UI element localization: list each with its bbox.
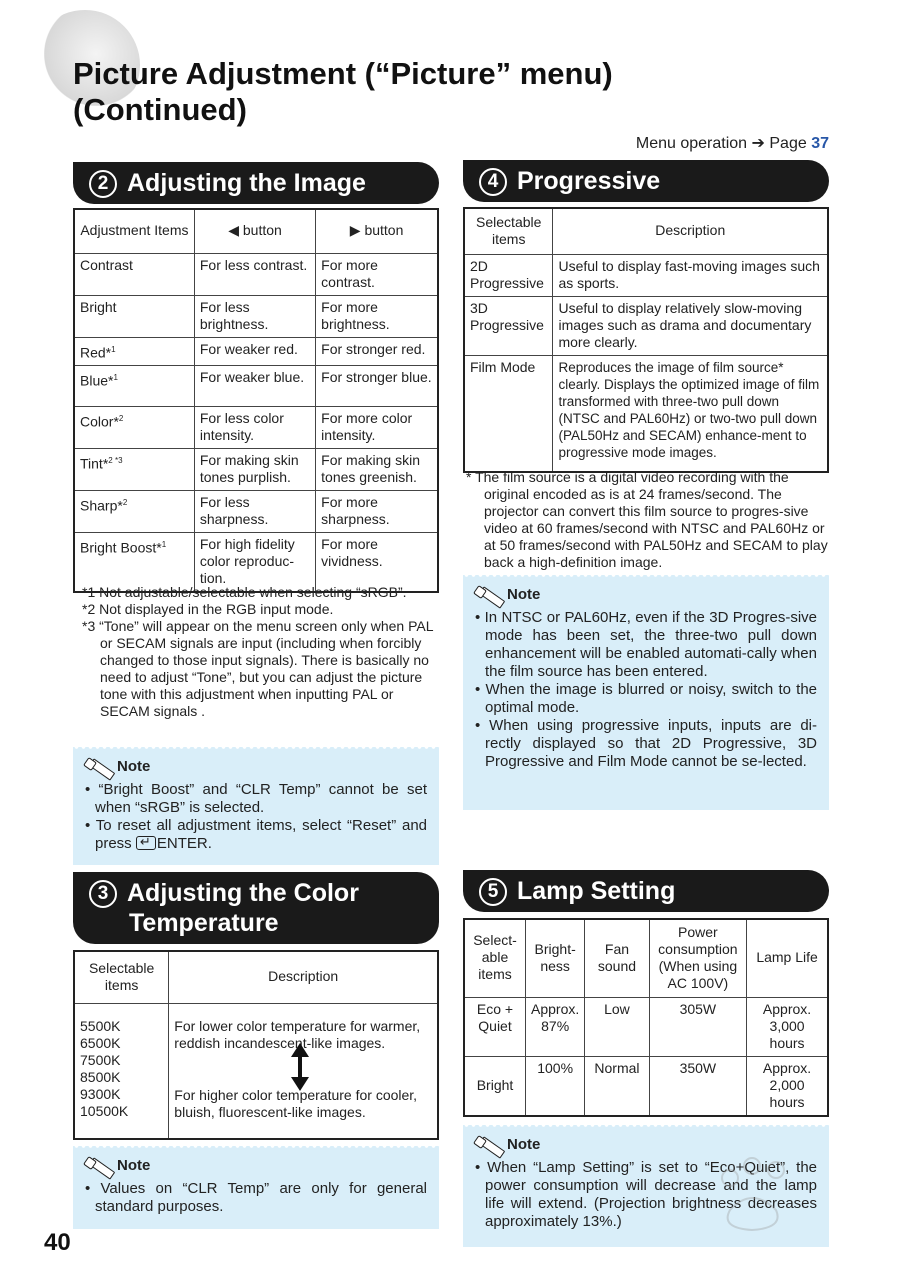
section-5-title: Lamp Setting xyxy=(517,877,676,905)
note-heading: Note xyxy=(117,1157,151,1174)
color-temp-item: 5500K xyxy=(80,1017,121,1034)
note-heading: Note xyxy=(117,758,151,775)
row-left: For less brightness. xyxy=(194,295,315,337)
pencil-icon xyxy=(475,1135,505,1155)
row-item: 2D Progressive xyxy=(464,254,553,296)
row-item: Sharp* xyxy=(80,497,123,514)
row-fan: Low xyxy=(585,997,649,1056)
row-brightness: Approx. 87% xyxy=(526,997,585,1056)
note-item-text: To reset all adjustment items, select “Reset” and press xyxy=(95,817,427,852)
col-header-description: Description xyxy=(169,951,438,1003)
table-row xyxy=(74,491,438,533)
image-adjustment-table xyxy=(73,208,439,593)
row-power: 305W xyxy=(649,997,746,1056)
section-2-title: Adjusting the Image xyxy=(127,169,366,197)
row-item: Bright Boost* xyxy=(80,539,162,556)
table-row xyxy=(464,1056,828,1116)
note-item: • When the image is blurred or noisy, switch to the optimal mode. xyxy=(475,681,817,717)
row-item: Color* xyxy=(80,413,119,430)
col-header-lamp-life: Lamp Life xyxy=(747,919,828,997)
section-3-number: 3 xyxy=(89,880,117,908)
row-item: Film Mode xyxy=(464,355,553,472)
col-header-brightness: Bright-ness xyxy=(526,919,585,997)
note-item xyxy=(85,817,427,853)
menu-operation-text: Menu operation ➔ Page xyxy=(635,135,807,152)
color-temp-item: 9300K xyxy=(80,1085,121,1102)
row-fan: Normal xyxy=(585,1056,649,1116)
note-item: • When using progressive inputs, inputs are di-rectly displayed so that 2D Progressive, 3D Progressive and Film Mode cannot be se-lected. xyxy=(475,717,817,771)
color-temp-item: 6500K xyxy=(80,1034,121,1051)
pencil-icon xyxy=(475,585,505,605)
row-right: For stronger red. xyxy=(316,337,438,366)
table-row xyxy=(74,295,438,337)
footnote-2: *2 Not displayed in the RGB input mode. xyxy=(82,601,334,617)
row-right: For more color intensity. xyxy=(316,407,438,449)
row-left: For less color intensity. xyxy=(194,407,315,449)
footnote-3: *3 “Tone” will appear on the menu screen only when PAL or SECAM signals are input (including when forcibly changed to those input signals). There is basically no need to adjust “Tone”, but you can adjust the picture tone with this adjustment when inputting PAL or SECAM signals . xyxy=(82,618,433,719)
row-item-sup: 1 xyxy=(161,540,167,550)
pencil-icon xyxy=(85,1156,115,1176)
section-4-note xyxy=(463,575,829,810)
section-3-note xyxy=(73,1146,439,1229)
pencil-icon xyxy=(85,757,115,777)
col-header-description: Description xyxy=(553,208,828,254)
row-right: For more brightness. xyxy=(316,295,438,337)
progressive-table xyxy=(463,207,829,473)
desc-lower-temp: For lower color temperature for warmer, reddish incandescent-like images. xyxy=(174,1017,421,1051)
row-item-sup: 2 *3 xyxy=(108,456,123,466)
page-title-line1: Picture Adjustment (“Picture” menu) xyxy=(73,56,613,91)
section-2-heading xyxy=(73,162,439,204)
lamp-setting-table xyxy=(463,918,829,1117)
row-right: For more contrast. xyxy=(316,253,438,295)
row-item: Bright xyxy=(464,1056,526,1116)
section-5-heading xyxy=(463,870,829,912)
row-right: For stronger blue. xyxy=(316,366,438,407)
section-4-heading xyxy=(463,160,829,202)
row-item: 3D Progressive xyxy=(464,296,553,355)
watermark-logo xyxy=(690,1148,850,1248)
col-header-items: Select-able items xyxy=(464,919,526,997)
col-header-right-button: ▶ button xyxy=(316,209,438,253)
row-item: Tint* xyxy=(80,455,109,472)
section-2-number: 2 xyxy=(89,170,117,198)
page-title-line2: (Continued) xyxy=(73,92,247,127)
table-row xyxy=(464,355,828,472)
row-power: 350W xyxy=(649,1056,746,1116)
row-item-sup: 2 xyxy=(122,498,128,508)
note-item: • Values on “CLR Temp” are only for general standard purposes. xyxy=(85,1180,427,1216)
table-row xyxy=(464,254,828,296)
page-number: 40 xyxy=(44,1229,71,1256)
note-item-enter-text: ENTER. xyxy=(156,835,212,852)
row-desc: Useful to display relatively slow-moving images such as drama and documentary more clearly. xyxy=(553,296,828,355)
row-life: Approx. 2,000 hours xyxy=(747,1056,828,1116)
color-temp-item: 10500K xyxy=(80,1102,129,1119)
row-item: Eco + Quiet xyxy=(464,997,526,1056)
row-item: Contrast xyxy=(80,256,133,273)
row-right: For making skin tones greenish. xyxy=(316,449,438,491)
col-header-items: Selectable items xyxy=(464,208,553,254)
up-down-arrow-icon xyxy=(291,1043,309,1091)
table-row xyxy=(74,449,438,491)
note-item: • In NTSC or PAL60Hz, even if the 3D Progres-sive mode has been set, the three-two pull down enhancement will be enabled automati-cally when the film source has been entered. xyxy=(475,609,817,681)
section-4-title: Progressive xyxy=(517,167,661,195)
section-3-title-line1: Adjusting the Color xyxy=(127,879,359,907)
note-heading: Note xyxy=(507,1136,541,1153)
color-temperature-table xyxy=(73,950,439,1140)
col-header-power: Power consumption (When using AC 100V) xyxy=(649,919,746,997)
row-brightness: 100% xyxy=(526,1056,585,1116)
table-row xyxy=(74,337,438,366)
row-item-sup: 2 xyxy=(118,414,124,424)
section-2-footnotes xyxy=(82,584,438,720)
row-life: Approx. 3,000 hours xyxy=(747,997,828,1056)
row-item: Red* xyxy=(80,344,112,361)
note-item: • When “Lamp Setting” is set to “Eco+Quiet”, the power consumption will decrease and the lamp life will extend. (Projection brightness decreases approximately 13%.) xyxy=(475,1159,817,1231)
table-row xyxy=(74,407,438,449)
row-left: For weaker blue. xyxy=(194,366,315,407)
desc-higher-temp: For higher color temperature for cooler, bluish, fluorescent-like images. xyxy=(174,1086,418,1120)
row-desc: Useful to display fast-moving images such as sports. xyxy=(553,254,828,296)
section-2-note xyxy=(73,747,439,865)
page-title xyxy=(73,56,613,128)
row-left: For high fidelity color reproduc-tion. xyxy=(194,533,315,593)
menu-operation-page: 37 xyxy=(811,135,829,152)
col-header-items: Adjustment Items xyxy=(74,209,194,253)
color-temp-item: 8500K xyxy=(80,1068,121,1085)
film-source-footnote: * The film source is a digital video recording with the original encoded as is at 24 frames/second. The projector can convert this film source to progres-sive video at 60 frames/second with NTSC and PAL60Hz or at 50 frames/second with PAL50Hz and SECAM to play back a high-definition image. xyxy=(466,469,828,570)
table-row xyxy=(74,1003,438,1139)
table-row xyxy=(464,997,828,1056)
note-item: • “Bright Boost” and “CLR Temp” cannot be set when “sRGB” is selected. xyxy=(85,781,427,817)
section-3-title-line2: Temperature xyxy=(129,909,279,937)
col-header-fan-sound: Fan sound xyxy=(585,919,649,997)
color-temp-item: 7500K xyxy=(80,1051,121,1068)
row-item-sup: 1 xyxy=(113,373,118,383)
row-left: For less contrast. xyxy=(194,253,315,295)
section-5-number: 5 xyxy=(479,878,507,906)
note-heading: Note xyxy=(507,586,541,603)
col-header-items: Selectable items xyxy=(74,951,169,1003)
row-item: Bright xyxy=(80,298,117,315)
section-3-heading xyxy=(73,872,439,944)
row-left: For less sharpness. xyxy=(194,491,315,533)
enter-button-icon xyxy=(136,836,156,850)
row-desc: Reproduces the image of film source* clearly. Displays the optimized image of film transformed with three-two pull down (NTSC and PAL60Hz) or two-two pull down (PAL50Hz and SECAM) enhance-ment to progressive mode images. xyxy=(553,355,828,472)
table-row xyxy=(464,296,828,355)
row-item: Blue* xyxy=(80,372,114,389)
row-item-sup: 1 xyxy=(111,344,116,354)
col-header-left-button: ◀ button xyxy=(194,209,315,253)
table-row xyxy=(74,253,438,295)
row-right: For more sharpness. xyxy=(316,491,438,533)
section-4-number: 4 xyxy=(479,168,507,196)
row-right: For more vividness. xyxy=(316,533,438,593)
section-4-footnote xyxy=(466,469,828,571)
row-left: For weaker red. xyxy=(194,337,315,366)
row-left: For making skin tones purplish. xyxy=(194,449,315,491)
menu-operation-ref xyxy=(636,133,829,153)
footnote-1: *1 Not adjustable/selectable when selecting “sRGB”. xyxy=(82,584,407,600)
table-row xyxy=(74,366,438,407)
